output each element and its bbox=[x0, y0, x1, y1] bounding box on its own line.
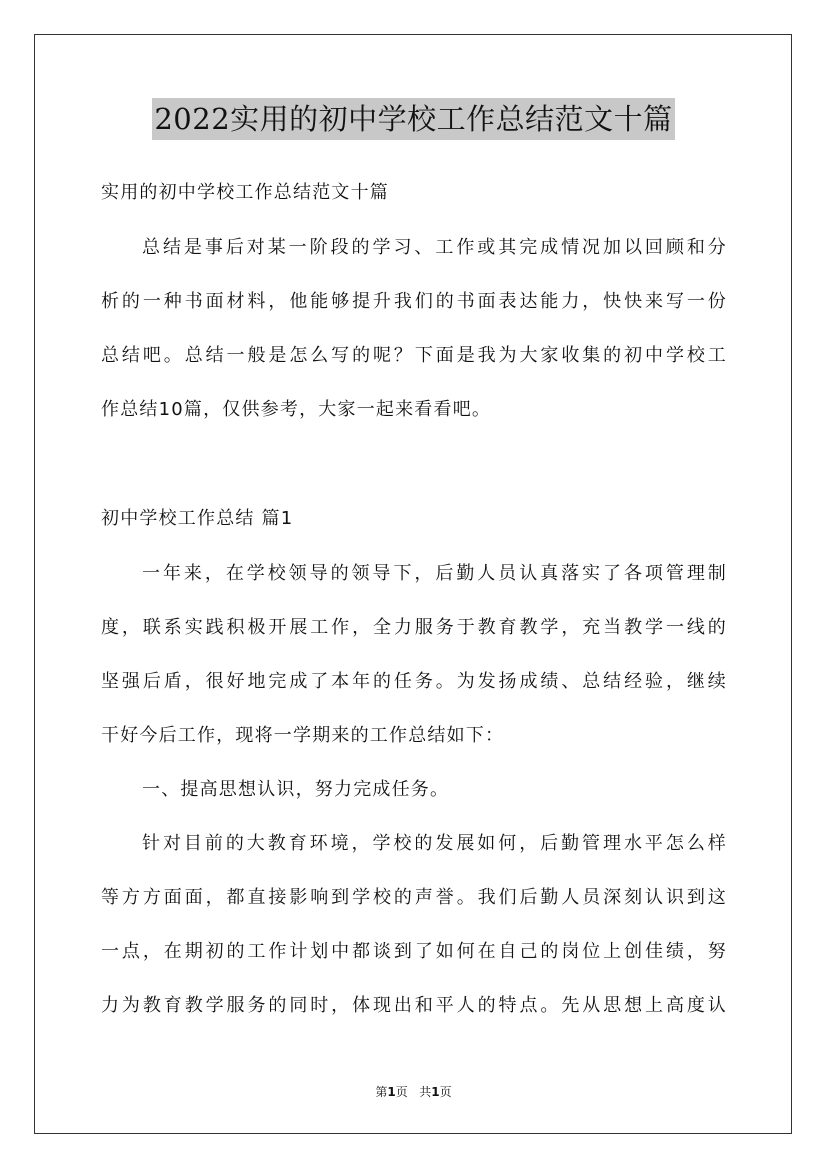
footer-page-number: 1 bbox=[387, 1085, 396, 1099]
paragraph-line: 一点，在期初的工作计划中都谈到了如何在自己的岗位上创佳绩，努 bbox=[101, 941, 727, 962]
title-container bbox=[0, 98, 827, 140]
footer-page-suffix: 页 bbox=[395, 1085, 408, 1099]
paragraph-line: 等方方面面，都直接影响到学校的声誉。我们后勤人员深刻认识到这 bbox=[101, 887, 727, 908]
document-subtitle: 实用的初中学校工作总结范文十篇 bbox=[101, 182, 389, 203]
intro-line: 析的一种书面材料，他能够提升我们的书面表达能力，快快来写一份 bbox=[101, 291, 727, 312]
point-heading: 一、提高思想认识，努力完成任务。 bbox=[142, 779, 450, 800]
document-title: 2022实用的初中学校工作总结范文十篇 bbox=[152, 98, 674, 140]
intro-line: 总结吧。总结一般是怎么写的呢？下面是我为大家收集的初中学校工 bbox=[101, 345, 727, 366]
footer-total-prefix: 共 bbox=[419, 1085, 432, 1099]
intro-line: 作总结10篇，仅供参考，大家一起来看看吧。 bbox=[101, 399, 492, 420]
page-footer bbox=[0, 1083, 827, 1100]
intro-line: 总结是事后对某一阶段的学习、工作或其完成情况加以回顾和分 bbox=[142, 237, 727, 258]
section-heading: 初中学校工作总结 篇1 bbox=[101, 508, 294, 529]
footer-total-suffix: 页 bbox=[439, 1085, 452, 1099]
paragraph-line: 坚强后盾，很好地完成了本年的任务。为发扬成绩、总结经验，继续 bbox=[101, 671, 727, 692]
paragraph-line: 针对目前的大教育环境，学校的发展如何，后勤管理水平怎么样 bbox=[142, 833, 727, 854]
paragraph-line: 力为教育教学服务的同时，体现出和平人的特点。先从思想上高度认 bbox=[101, 995, 727, 1016]
footer-page-prefix: 第 bbox=[375, 1085, 388, 1099]
paragraph-line: 一年来，在学校领导的领导下，后勤人员认真落实了各项管理制 bbox=[142, 563, 727, 584]
footer-total-number: 1 bbox=[431, 1085, 440, 1099]
paragraph-line: 度，联系实践积极开展工作，全力服务于教育教学，充当教学一线的 bbox=[101, 617, 727, 638]
paragraph-line: 干好今后工作，现将一学期来的工作总结如下： bbox=[101, 725, 505, 746]
